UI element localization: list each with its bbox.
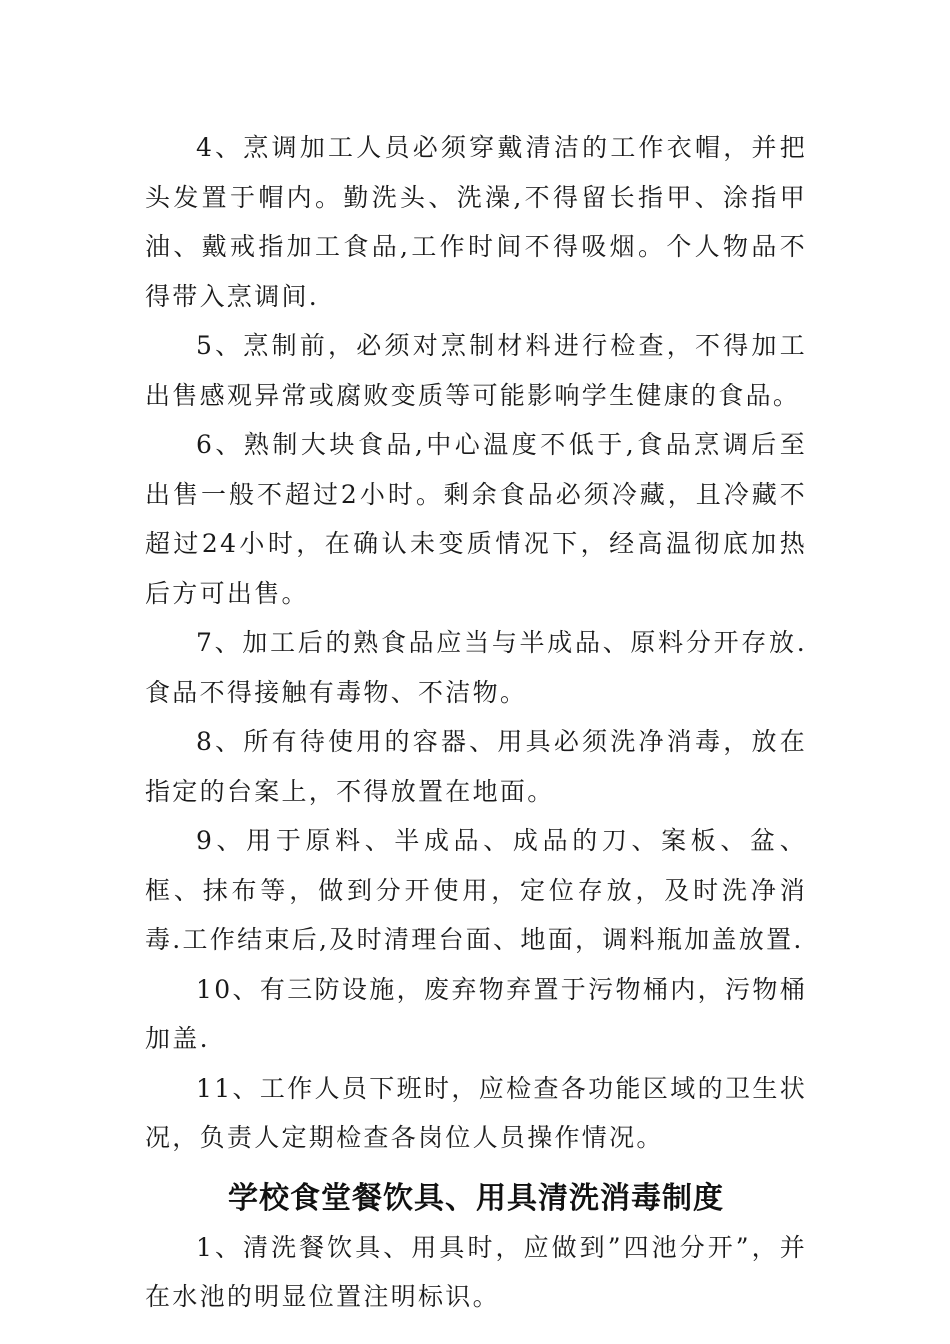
document-page: [145, 123, 807, 1322]
paragraph-item-6: 6、熟制大块食品,中心温度不低于,食品烹调后至出售一般不超过2小时。剩余食品必须冷藏，且冷藏不超过24小时，在确认未变质情况下，经高温彻底加热后方可出售。: [145, 430, 807, 608]
section-heading: 学校食堂餐饮具、用具清洗消毒制度: [228, 1180, 724, 1216]
paragraph-item-5: 5、烹制前，必须对烹制材料进行检查，不得加工出售感观异常或腐败变质等可能影响学生健康的食品。: [145, 331, 807, 410]
paragraph-item-4: 4、烹调加工人员必须穿戴清洁的工作衣帽，并把头发置于帽内。勤洗头、洗澡,不得留长指甲、涂指甲油、戴戒指加工食品,工作时间不得吸烟。个人物品不得带入烹调间.: [145, 133, 807, 311]
paragraph-item-7: 7、加工后的熟食品应当与半成品、原料分开存放.食品不得接触有毒物、不洁物。: [145, 628, 807, 707]
paragraph-item-9: 9、用于原料、半成品、成品的刀、案板、盆、框、抹布等，做到分开使用，定位存放，及时洗净消毒.工作结束后,及时清理台面、地面，调料瓶加盖放置.: [145, 826, 807, 954]
paragraph-item-8: 8、所有待使用的容器、用具必须洗净消毒，放在指定的台案上，不得放置在地面。: [145, 727, 807, 806]
paragraph-item-11: 11、工作人员下班时，应检查各功能区域的卫生状况，负责人定期检查各岗位人员操作情况。: [145, 1073, 807, 1152]
paragraph-item-10: 10、有三防设施，废弃物弃置于污物桶内，污物桶加盖.: [145, 974, 807, 1053]
paragraph-item-1: 1、清洗餐饮具、用具时，应做到”四池分开”，并在水池的明显位置注明标识。: [145, 1232, 807, 1311]
